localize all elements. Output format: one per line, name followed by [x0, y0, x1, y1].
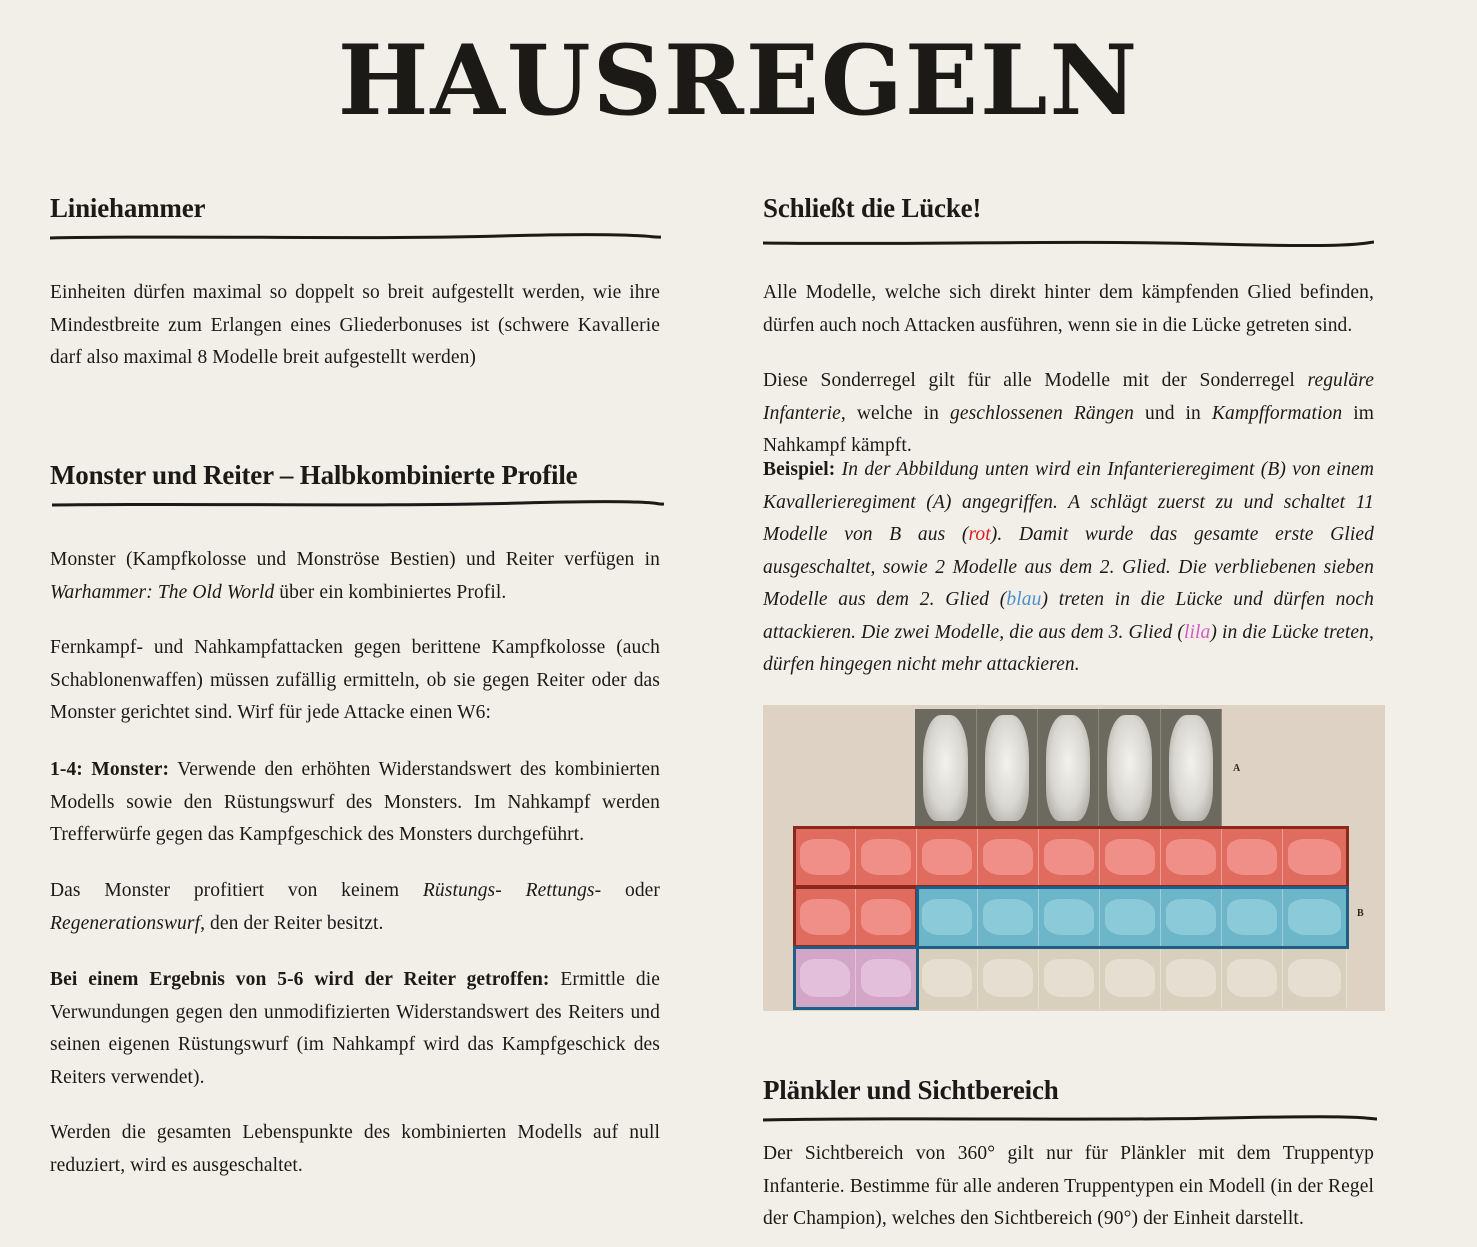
figure-label-a: A	[1233, 763, 1241, 774]
infantry-model	[1039, 947, 1100, 1009]
regiment-diagram	[763, 705, 1385, 1011]
heading-rule	[52, 500, 664, 508]
infantry-model	[1100, 947, 1161, 1009]
infantry-model	[1283, 947, 1347, 1009]
infantry-model	[978, 947, 1039, 1009]
monster-paragraph-2: Fernkampf- und Nahkampfattacken gegen berittene Kampfkolosse (auch Schablonenwaffen) müssen zufällig ermitteln, ob sie gegen Reiter oder das Monster gerichtet sind. Wirf für jede Attacke einen W6:	[50, 637, 660, 723]
infantry-model	[917, 947, 978, 1009]
outline-lila-block	[793, 946, 919, 1010]
heading-monster-reiter: Monster und Reiter – Halbkombinierte Profile	[50, 460, 578, 490]
heading-liniehammer: Liniehammer	[50, 193, 206, 223]
cavalry-model	[1099, 709, 1161, 827]
outline-red-block	[793, 886, 918, 948]
figure-label-b: B	[1357, 908, 1364, 919]
infantry-model	[1161, 947, 1222, 1009]
outline-red-row	[793, 826, 1349, 888]
cavalry-model	[977, 709, 1038, 827]
monster-paragraph-6: Werden die gesamten Lebenspunkte des kombinierten Modells auf null reduziert, wird es ausgeschaltet.	[50, 1122, 660, 1176]
monster-paragraph-5: Bei einem Ergebnis von 5-6 wird der Reiter getroffen: Ermittle die Verwundungen gegen den unmodifizierten Widerstandswert des Reiters und seinen eigenen Rüstungswurf (im Nahkampf wird das Kampfgeschick des Reiters verwendet).	[50, 969, 661, 1088]
heading-rule	[763, 1115, 1377, 1123]
outline-blue-block	[916, 886, 1349, 949]
monster-paragraph-3: 1-4: Monster: Verwende den erhöhten Widerstandswert des kombinierten Modells sowie den Rüstungswurf des Monsters. Im Nahkampf werden Trefferwürfe gegen das Kampfgeschick des Monsters durchgeführt.	[50, 759, 660, 845]
cavalry-model	[1038, 709, 1099, 827]
infantry-model	[1222, 947, 1283, 1009]
heading-plaenkler: Plänkler und Sichtbereich	[763, 1075, 1059, 1105]
heading-rule	[50, 233, 661, 241]
liniehammer-text: Einheiten dürfen maximal so doppelt so breit aufgestellt werden, wie ihre Mindestbreite zum Erlangen eines Gliederbonuses ist (schwere Kavallerie darf also maximal 8 Modelle breit aufgestellt werden)	[50, 282, 660, 368]
cavalry-model	[915, 709, 977, 827]
luecke-paragraph-1: Alle Modelle, welche sich direkt hinter dem kämpfenden Glied befinden, dürfen auch noch Attacken ausführen, wenn sie in die Lücke getreten sind.	[763, 282, 1374, 336]
heading-rule	[763, 239, 1374, 247]
plaenkler-paragraph: Der Sichtbereich von 360° gilt nur für Plänkler mit dem Truppentyp Infanterie. Bestimme für alle anderen Truppentypen ein Modell (in der Regel der Champion), welches den Sichtbereich (90°) der Einheit darstellt.	[763, 1143, 1374, 1229]
cavalry-model	[1161, 709, 1222, 827]
monster-paragraph-1: Monster (Kampfkolosse und Monströse Bestien) und Reiter verfügen in Warhammer: The Old World über ein kombiniertes Profil.	[50, 549, 660, 603]
heading-schliesst-die-luecke: Schließt die Lücke!	[763, 193, 982, 223]
page-title: HAUSREGELN	[337, 24, 1140, 137]
luecke-paragraph-2: Diese Sonderregel gilt für alle Modelle mit der Sonderregel reguläre Infanterie, welche in geschlossenen Rängen und in Kampfformation im Nahkampf kämpft.	[763, 370, 1375, 456]
monster-paragraph-4: Das Monster profitiert von keinem Rüstungs- Rettungs- oder Regenerationswurf, den der Reiter besitzt.	[50, 880, 661, 934]
luecke-example: Beispiel: In der Abbildung unten wird ein Infanterieregiment (B) von einem Kavallerieregiment (A) angegriffen. A schlägt zuerst zu und schaltet 11 Modelle von B aus (rot). Damit wurde das gesamte erste Glied ausgeschaltet, sowie 2 Modelle aus dem 2. Glied. Die verbliebenen sieben Modelle aus dem 2. Glied (blau) treten in die Lücke und dürfen noch attackieren. Die zwei Modelle, die aus dem 3. Glied (lila) in die Lücke treten, dürfen hingegen nicht mehr attackieren.	[763, 459, 1374, 675]
